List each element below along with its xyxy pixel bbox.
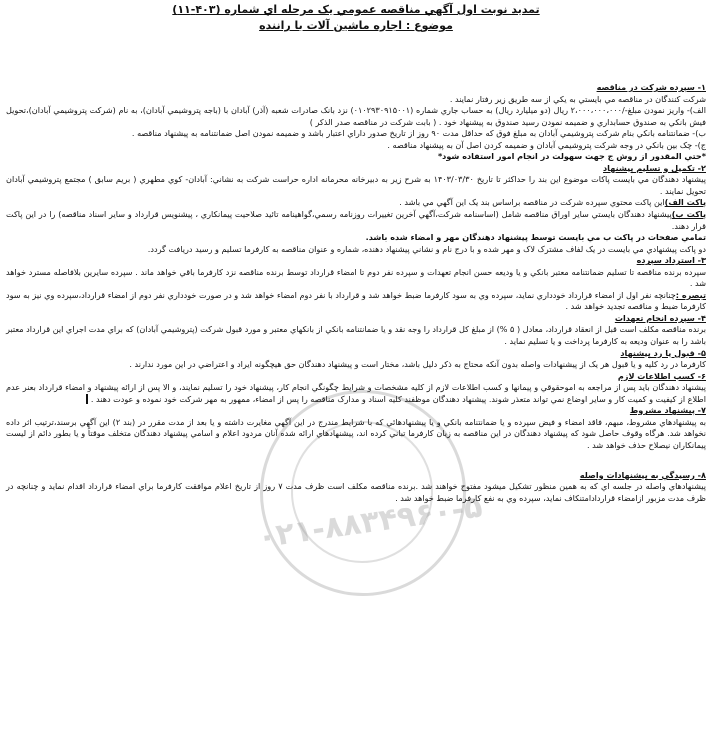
notice-body bbox=[6, 82, 706, 504]
envelope-be-label: پاکت ب) bbox=[671, 209, 706, 220]
notice-title: تمديد نوبت اول آگهي مناقصه عمومي يک مرحله اي شماره (۴۰۳-۱۱) bbox=[172, 3, 540, 16]
section-2-submission: دو پاکت پيشنهادي مي بايست در يک لفاف مشترک لاک و مهر شده و با درج نام و نشاني پيشنهاد دهنده، شماره و عنوان مناقصه به کارفرما تسليم و رسيد دريافت گردد. bbox=[147, 243, 706, 254]
notice-subject: موضوع : اجاره ماشين آلات با راننده bbox=[259, 19, 453, 32]
section-8-text: پيشنهادهاي واصله در جلسه اي که به همين منظور تشکيل ميشود مفتوح خواهند شد .برنده مناقصه مکلف است ظرف مدت ۷ روز از تاريخ اعلام موافقت کارفرما براي امضاء قرارداد اقدام نمايد و چنانچه در ظرف مدت مزبور ازامضاء قراردادامتنکاف نمايد، سپرده وي به نفع کارفرما ضبط خواهد شد . bbox=[6, 481, 706, 503]
section-1-option-alef: الف)- واريز نمودن مبلغ-/۲،۰۰۰،۰۰۰،۰۰۰ ريال (دو ميليارد ريال) به حساب جاري شماره (۰۱۰۲۹۳۰۹۱۵۰۰۱) نزد بانک صادرات شعبه (آذر) آبادان با (باجه پتروشيمي آبادان)، به نام (شرکت پتروشيمي آبادان)،تحويل فيش بانکي به صندوق حسابداري و ضميمه نمودن رسيد صندوق به پيشنهاد خود . ( بابت شرکت در مناقصه صدر الذکر ) bbox=[6, 105, 706, 127]
section-6-text bbox=[6, 382, 706, 405]
envelope-alef-label: پاکت الف) bbox=[664, 197, 706, 208]
envelope-alef-text: اين پاکت محتوي سپرده شرکت در مناقصه براساس بند يک اين آگهي مي باشد . bbox=[399, 197, 665, 208]
spacer bbox=[6, 452, 706, 470]
envelope-be-text: پيشنهاد دهندگان بايستي ساير اوراق مناقصه شامل (اساسنامه شرکت،آگهي آخرين تغييرات روزنامه رسمي،گواهينامه تائيد صلاحيت پيمانکاري ، پيشنويس قرارداد و ساير اسناد مناقصه) را در اين پاکت قرار دهند. bbox=[6, 209, 706, 231]
section-5-title: ۵- قبول يا رد پيشنهاد bbox=[620, 347, 706, 358]
section-3-note-label: تبصره : bbox=[675, 289, 707, 300]
section-6-body: پيشنهاد دهندگان بايد پس از مراجعه به اموحقوقي و پيمانها و کسب اطلاعات لازم از کليه مشخصات و شرايط چگونگي انجام کار، پيشنهاد خود را تسليم نمايند، و الا پس از ارائه پيشنهاد و امضاء قرارداد بعنر عدم اطلاع از کيفيت و کميت کار و ساير اوضاع نمي تواند متعذر شوند. پيشنهاد دهندگان موظفند کليه اسناد و مدارک مناقصه را پس از امضاء، ممهور به مهر شرکت خود نموده و عودت دهند . bbox=[6, 382, 706, 404]
text-cursor-bar bbox=[86, 394, 88, 404]
section-3-title: ۳- استرداد سپرده bbox=[636, 255, 706, 266]
section-5-text: کارفرما در رد کليه و يا قبول هر يک از پيشنهادات واصله بدون آنکه محتاج به ذکر دليل باشد، مختار است و پيشنهاد دهندگان حق هيچگونه ايراد و اعتراضي در اين مورد ندارند . bbox=[129, 359, 706, 370]
section-3-text: سپرده برنده مناقصه تا تسليم ضمانتنامه معتبر بانکي و يا وديعه حسن انجام تعهدات و سپرده نفر دوم تا امضاء قرارداد توسط برنده مناقصه نزد کارفرما باقي خواهد ماند . سپرده سايرين بلافاصله مسترد خواهد شد . bbox=[6, 266, 706, 289]
section-7-text: به پيشنهادهاي مشروط، مبهم، فاقد امضاء و فيض سپرده و يا ضمانتنامه بانکي و يا پيشنهادهائي که با شرايط مندرج در اين آگهي مغايرت داشته و يا بعد از مدت مقرر در (بند ۲) اين آگهي برسند،ترتيب اثر داده نخواهد شد. هرگاه وقوف حاصل شود که پيشنهاد دهندگان در اين مناقصه به زيان کارفرما تباني کرده اند، پيشنهادهاي ارائه شده آنان مردود اعلام و اسامي پيشنهاد دهندگان متخلف موقتاً و يا بطور دائم از ليست پيمانکاران نيصلاح حذف خواهد شد . bbox=[6, 416, 706, 450]
section-2-envelope-be bbox=[6, 209, 706, 232]
section-1-option-be: ب)- ضمانتنامه بانکي بنام شرکت پتروشيمي آبادان به مبلغ فوق که حداقل مدت ۹۰ روز از تاريخ صدور داراي اعتبار باشد و ضميمه نمودن اصل ضمانتنامه به پيشنهاد مناقصه . bbox=[131, 128, 706, 139]
section-4-text: برنده مناقصه مکلف است قبل از انعقاد قرارداد، معادل ( ۵ %) از مبلغ کل قرارداد را وجه نقد و يا ضمانتنامه بانکي از بانکهاي معتبر و مورد قبول شرکت (پتروشيمي آبادان) که براي مدت اجراي اين قرارداد معتبر باشد را به عنوان وديعه به کارفرما پرداخت و يا تسليم نمايد . bbox=[6, 324, 706, 347]
section-1-title: ۱- سپرده شرکت در مناقصه bbox=[596, 82, 706, 92]
section-1-note: *حتي المقدور از روش ج جهت سهولت در انجام امور استفاده شود* bbox=[437, 151, 706, 162]
section-2-envelope-alef bbox=[6, 197, 706, 209]
section-3-note-text: چنانچه نفر اول از امضاء قرارداد خودداري نمايد، سپرده وي به سود کارفرما ضبط خواهد شد و قرارداد با نفر دوم امضاء خواهد شد و در صورت خودداري نفر دوم از امضاء قرارداد،سپرده وي نيز به سود کارفرما ضبط و مناقصه تجديد خواهد شد . bbox=[6, 289, 706, 312]
section-4-title: ۴- سپرده انجام تعهدات bbox=[614, 312, 706, 323]
section-6-title: ۶- کسب اطلاعات لازم bbox=[617, 370, 706, 381]
phone-watermark: ۰۲۱-۸۸۳۴۹۶۰-۵ bbox=[255, 489, 485, 556]
section-2-intro: پيشنهاد دهندگان مي بايست پاکات موضوع اين بند را حداکثر تا تاريخ ۱۴۰۳/۰۳/۳۰ به شرح زير به دبيرخانه محرمانه اداره حراست شرکت به نشاني: آبادان- کوي مطهري ( بريم سابق ) مجتمع پتروشيمي آبادان تحويل نمايند . bbox=[6, 174, 706, 196]
section-1-intro: شرکت کنندگان در مناقصه مي بايستي به يکي از سه طريق زير رفتار نمايند . bbox=[449, 93, 706, 104]
section-2-title: ۲- تکميل و تسليم پيشنهاد bbox=[603, 162, 706, 173]
section-7-title: ۷- پيشنهاد مشروط bbox=[629, 405, 706, 416]
section-1-option-jim: ج)- چک بين بانکي در وجه شرکت پتروشيمي آبادان و ضميمه کردن اصل آن به پيشنهاد مناقصه . bbox=[387, 139, 706, 150]
section-8-title: ۸- رسيدگي به پيشنهادات واصله bbox=[579, 469, 706, 480]
section-3-note bbox=[6, 290, 706, 313]
section-2-note: تمامي صفحات در پاکت ب مي بايست توسط پيشنهاد دهندگان مهر و امضاء شده باشد. bbox=[365, 232, 706, 243]
